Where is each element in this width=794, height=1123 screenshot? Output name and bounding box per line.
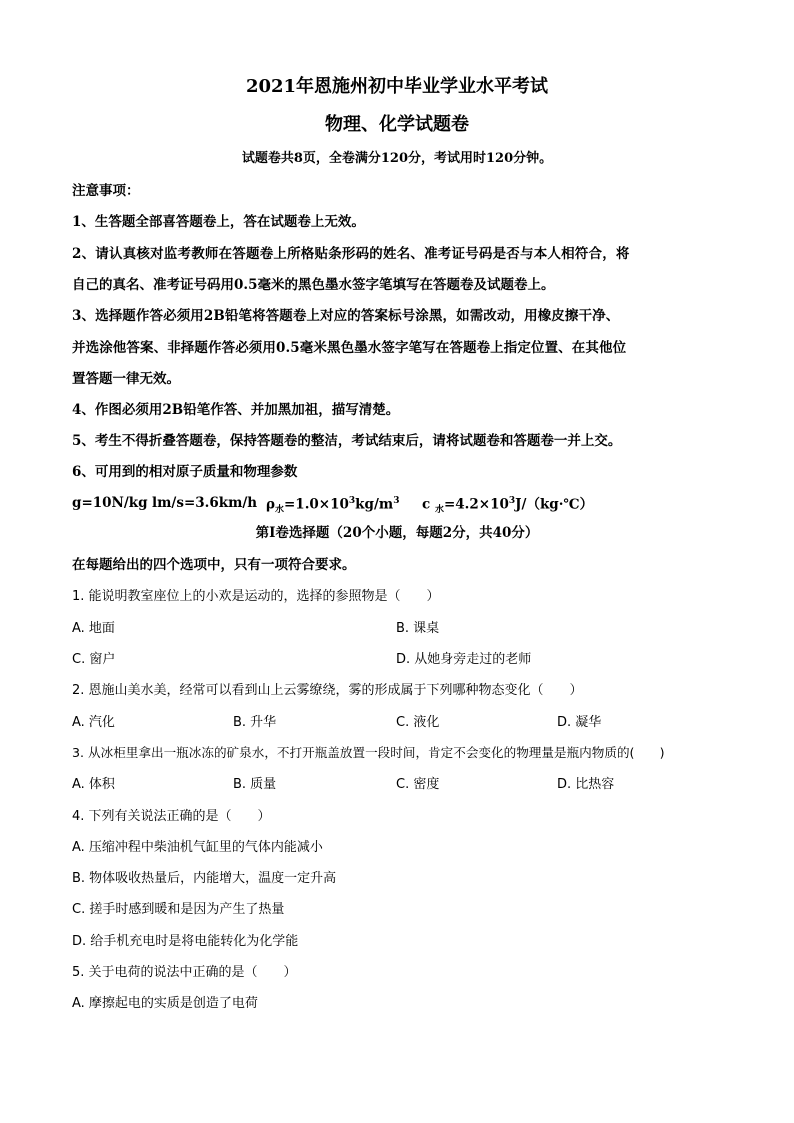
question-2-option-b: B. 升华 xyxy=(233,715,277,730)
param-water-specific-heat: c $_水=4.2\times 10^3J/(kg\cdot℃)$ xyxy=(422,496,594,516)
note-2b: 自己的真名、准考证号码用0.5毫米的黑色墨水签字笔填写在答题卷及试题卷上。 xyxy=(72,277,555,293)
question-1-option-c: C. 窗户 xyxy=(72,652,116,667)
question-5-option-a: A. 摩擦起电的实质是创造了电荷 xyxy=(72,996,258,1011)
question-3-option-c: C. 密度 xyxy=(396,777,440,792)
question-2-option-a: A. 汽化 xyxy=(72,715,115,730)
question-2-option-d: D. 凝华 xyxy=(557,715,602,730)
question-3-option-d: D. 比热容 xyxy=(557,777,615,792)
param-speed-conversion: lm/s=3.6km/h xyxy=(152,495,258,511)
param-water-density: $\rho_水=1.0\times 10^3kg/m^3$ xyxy=(266,496,400,516)
param-gravity: g=10N/kg xyxy=(72,495,148,511)
question-1-stem: 1. 能说明教室座位上的小欢是运动的，选择的参照物是（ ） xyxy=(72,589,440,604)
note-3b: 并选涂他答案、非择题作答必须用0.5毫米黑色墨水签字笔写在答题卷上指定位置、在其他位 xyxy=(72,340,627,356)
question-3-stem: 3. 从冰柜里拿出一瓶冰冻的矿泉水，不打开瓶盖放置一段时间，肯定不会变化的物理量是瓶内物质的( ) xyxy=(72,745,665,760)
question-4-option-a: A. 压缩冲程中柴油机气缸里的气体内能减小 xyxy=(72,840,323,855)
question-2-stem: 2. 恩施山美水美，经常可以看到山上云雾缭绕，雾的形成属于下列哪种物态变化（ ） xyxy=(72,683,583,698)
question-3-option-b: B. 质量 xyxy=(233,777,277,792)
question-3-option-a: A. 体积 xyxy=(72,777,115,792)
note-3a: 3、选择题作答必须用2B铅笔将答题卷上对应的答案标号涂黑，如需改动，用橡皮擦干净、 xyxy=(72,308,620,324)
section-title: 第I卷选择题（20个小题，每题2分，共40分） xyxy=(255,525,539,541)
question-1-option-a: A. 地面 xyxy=(72,621,115,636)
exam-title: 2021年恩施州初中毕业学业水平考试 xyxy=(245,76,549,97)
note-1: 1、生答题全部喜答题卷上，答在试题卷上无效。 xyxy=(72,214,365,230)
exam-info: 试题卷共8页，全卷满分120分，考试用时120分钟。 xyxy=(241,151,553,166)
note-2a: 2、请认真核对监考教师在答题卷上所格贴条形码的姓名、准考证号码是否与本人相符合，将 xyxy=(72,246,630,262)
question-4-option-c: C. 搓手时感到暖和是因为产生了热量 xyxy=(72,902,285,917)
note-6: 6、可用到的相对原子质量和物理参数 xyxy=(72,464,298,480)
question-5-stem: 5. 关于电荷的说法中正确的是（ ） xyxy=(72,965,297,980)
note-5: 5、考生不得折叠答题卷，保持答题卷的整洁，考试结束后，请将试题卷和答题卷一并上交。 xyxy=(72,433,622,449)
question-4-option-b: B. 物体吸收热量后，内能增大，温度一定升高 xyxy=(72,871,337,886)
exam-subtitle: 物理、化学试题卷 xyxy=(325,114,469,135)
note-4: 4、作图必须用2B铅笔作答、并加黑加祖，描写清楚。 xyxy=(72,402,400,418)
question-4-stem: 4. 下列有关说法正确的是（ ） xyxy=(72,809,271,824)
section-instruction: 在每题给出的四个选项中，只有一项符合要求。 xyxy=(72,557,356,573)
question-1-option-b: B. 课桌 xyxy=(396,621,440,636)
question-4-option-d: D. 给手机充电时是将电能转化为化学能 xyxy=(72,934,299,949)
note-3c: 置答题一律无效。 xyxy=(72,371,180,387)
question-1-option-d: D. 从她身旁走过的老师 xyxy=(396,652,532,667)
question-2-option-c: C. 液化 xyxy=(396,715,440,730)
notes-heading: 注意事项： xyxy=(72,183,140,199)
